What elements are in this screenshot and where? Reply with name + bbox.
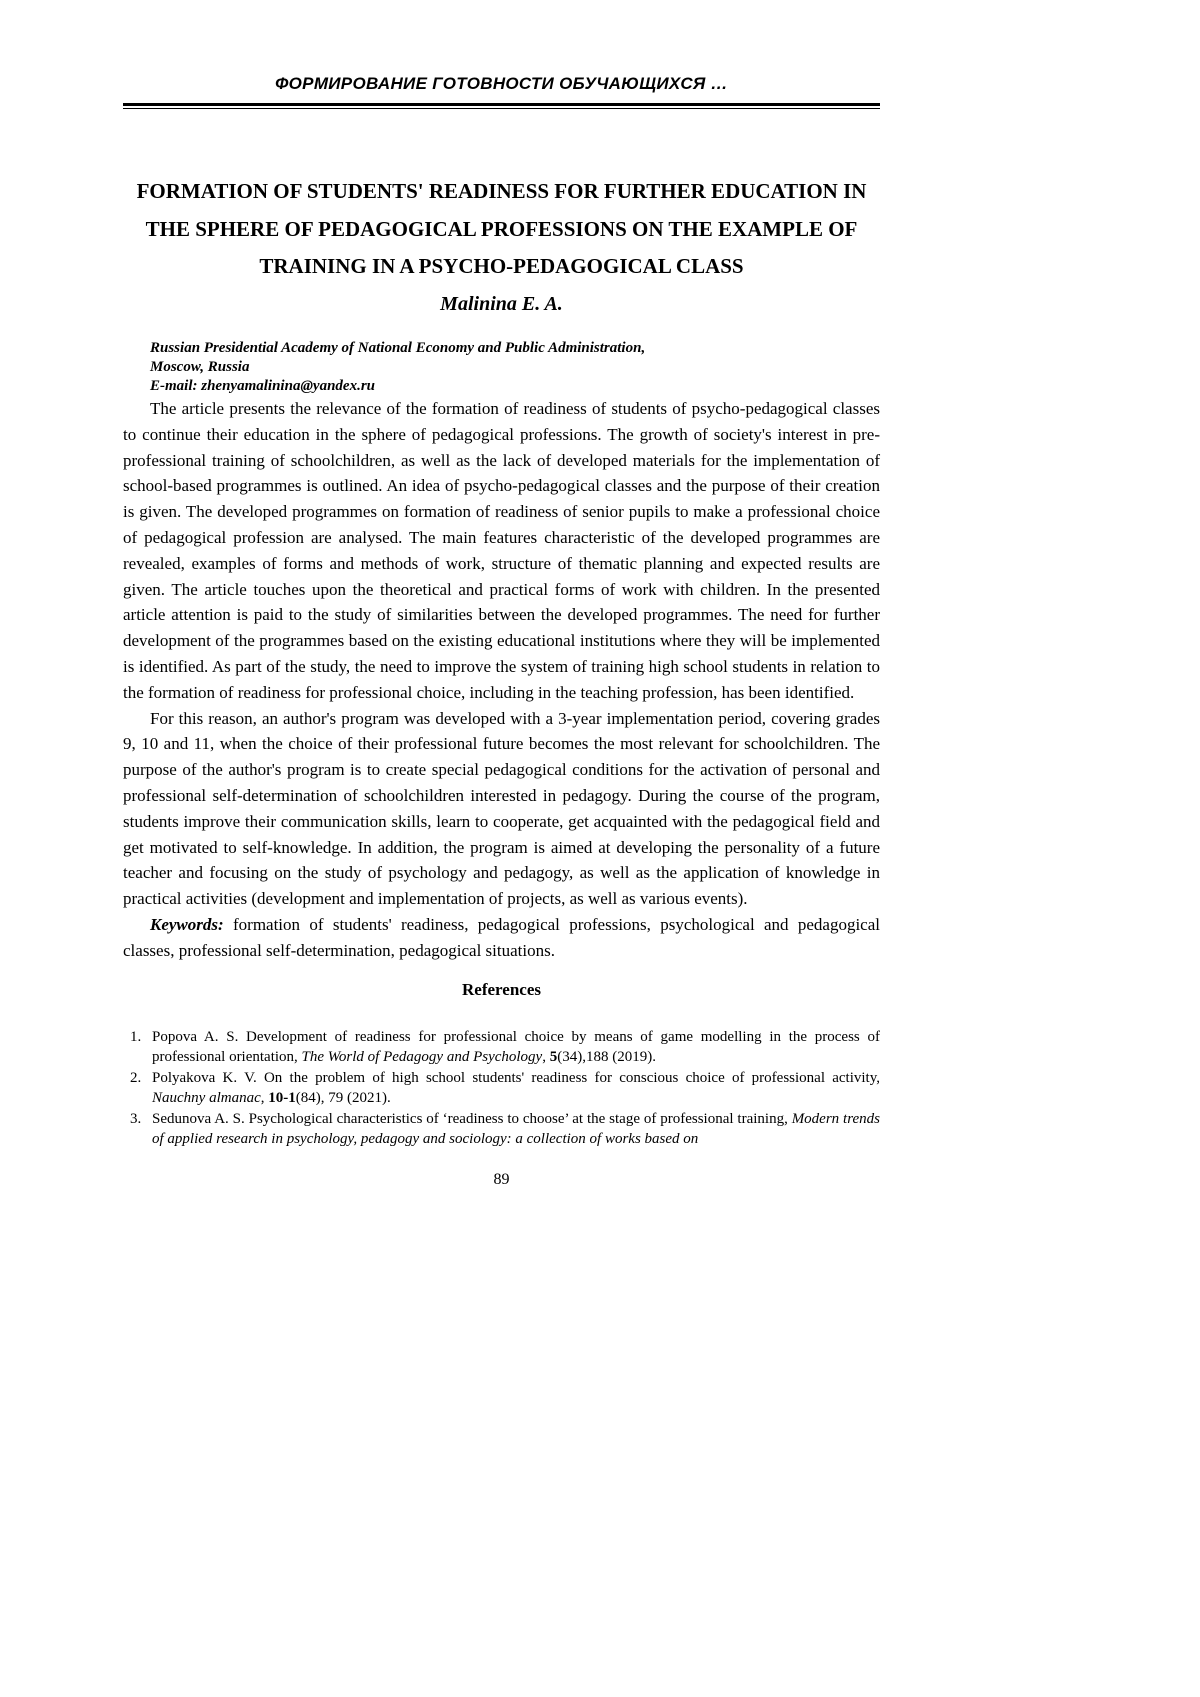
abstract-paragraph-1: The article presents the relevance of the formation of readiness of students of psycho-pedagogical classes to continue their education in the sphere of pedagogical professions. The growth of society's interest in pre-professional training of schoolchildren, as well as the lack of developed materials for the implementation of school-based programmes is outlined. An idea of psycho-pedagogical classes and the purpose of their creation is given. The developed programmes on formation of readiness of senior pupils to make a professional choice of pedagogical profession are analysed. The main features characteristic of the developed programmes are revealed, examples of forms and methods of work, structure of thematic planning and expected results are given. The article touches upon the theoretical and practical forms of work with children. In the presented article attention is paid to the study of similarities between the developed programmes. The need for further development of the programmes based on the existing educational institutions where they will be implemented is identified. As part of the study, the need to improve the system of training high school students in relation to the formation of readiness for professional choice, including in the teaching profession, has been identified. [123,399,880,702]
reference-item-2 [123,1068,880,1109]
title-line-1: FORMATION OF STUDENTS' READINESS FOR FURTHER EDUCATION IN [136,179,867,203]
keywords-label: Keywords: [150,914,224,934]
title-line-3: TRAINING IN A PSYCHO-PEDAGOGICAL CLASS [259,254,744,278]
running-head: ФОРМИРОВАНИЕ ГОТОВНОСТИ ОБУЧАЮЩИХСЯ … [275,74,728,93]
references-list [123,1027,880,1150]
header-rule [123,103,880,109]
reference-number-3: 3. [130,1110,142,1127]
reference-item-1 [123,1027,880,1068]
references-heading: References [462,979,541,999]
reference-text-3: Sedunova A. S. Psychological characteristics of ‘readiness to choose’ at the stage of professional training, Modern trends of applied research in psychology, pedagogy and sociology: a collection of works based on [152,1110,880,1148]
reference-number-1: 1. [130,1028,142,1045]
title-line-2: THE SPHERE OF PEDAGOGICAL PROFESSIONS ON THE EXAMPLE OF [145,216,858,241]
keywords-text: formation of students' readiness, pedagogical professions, psychological and pedagogical classes, professional self-determination, pedagogical situations. [123,914,880,960]
author-name: Malinina E. A. [440,292,563,315]
keywords-paragraph [123,912,880,964]
affiliation-block [150,339,880,396]
reference-text-1: Popova A. S. Development of readiness for professional choice by means of game modelling in the process of professional orientation, The World of Pedagogy and Psychology, 5(34),188 (2019). [152,1028,880,1066]
affiliation-line-2: Moscow, Russia [150,359,250,375]
abstract-paragraph-2: For this reason, an author's program was developed with a 3-year implementation period, covering grades 9, 10 and 11, when the choice of their professional future becomes the most relevant for schoolchildren. The purpose of the author's program is to create special pedagogical conditions for the activation of personal and professional self-determination of schoolchildren interested in pedagogy. During the course of the program, students improve their communication skills, learn to cooperate, get acquainted with the pedagogical field and get motivated to self-knowledge. In addition, the program is aimed at developing the personality of a future teacher and focusing on the study of psychology and pedagogy, as well as the application of knowledge in practical activities (development and implementation of projects, as well as various events). [123,708,880,909]
reference-text-2: Polyakova K. V. On the problem of high school students' readiness for conscious choice of professional activity, Nauchny almanac, 10-1(84), 79 (2021). [152,1069,880,1107]
page-number: 89 [493,1170,510,1188]
reference-number-2: 2. [130,1069,142,1086]
affiliation-line-1: Russian Presidential Academy of National Economy and Public Administration, [150,340,646,356]
affiliation-email-line: E-mail: zhenyamalinina@yandex.ru [150,378,376,394]
article-title [123,173,880,286]
reference-item-3 [123,1109,880,1150]
